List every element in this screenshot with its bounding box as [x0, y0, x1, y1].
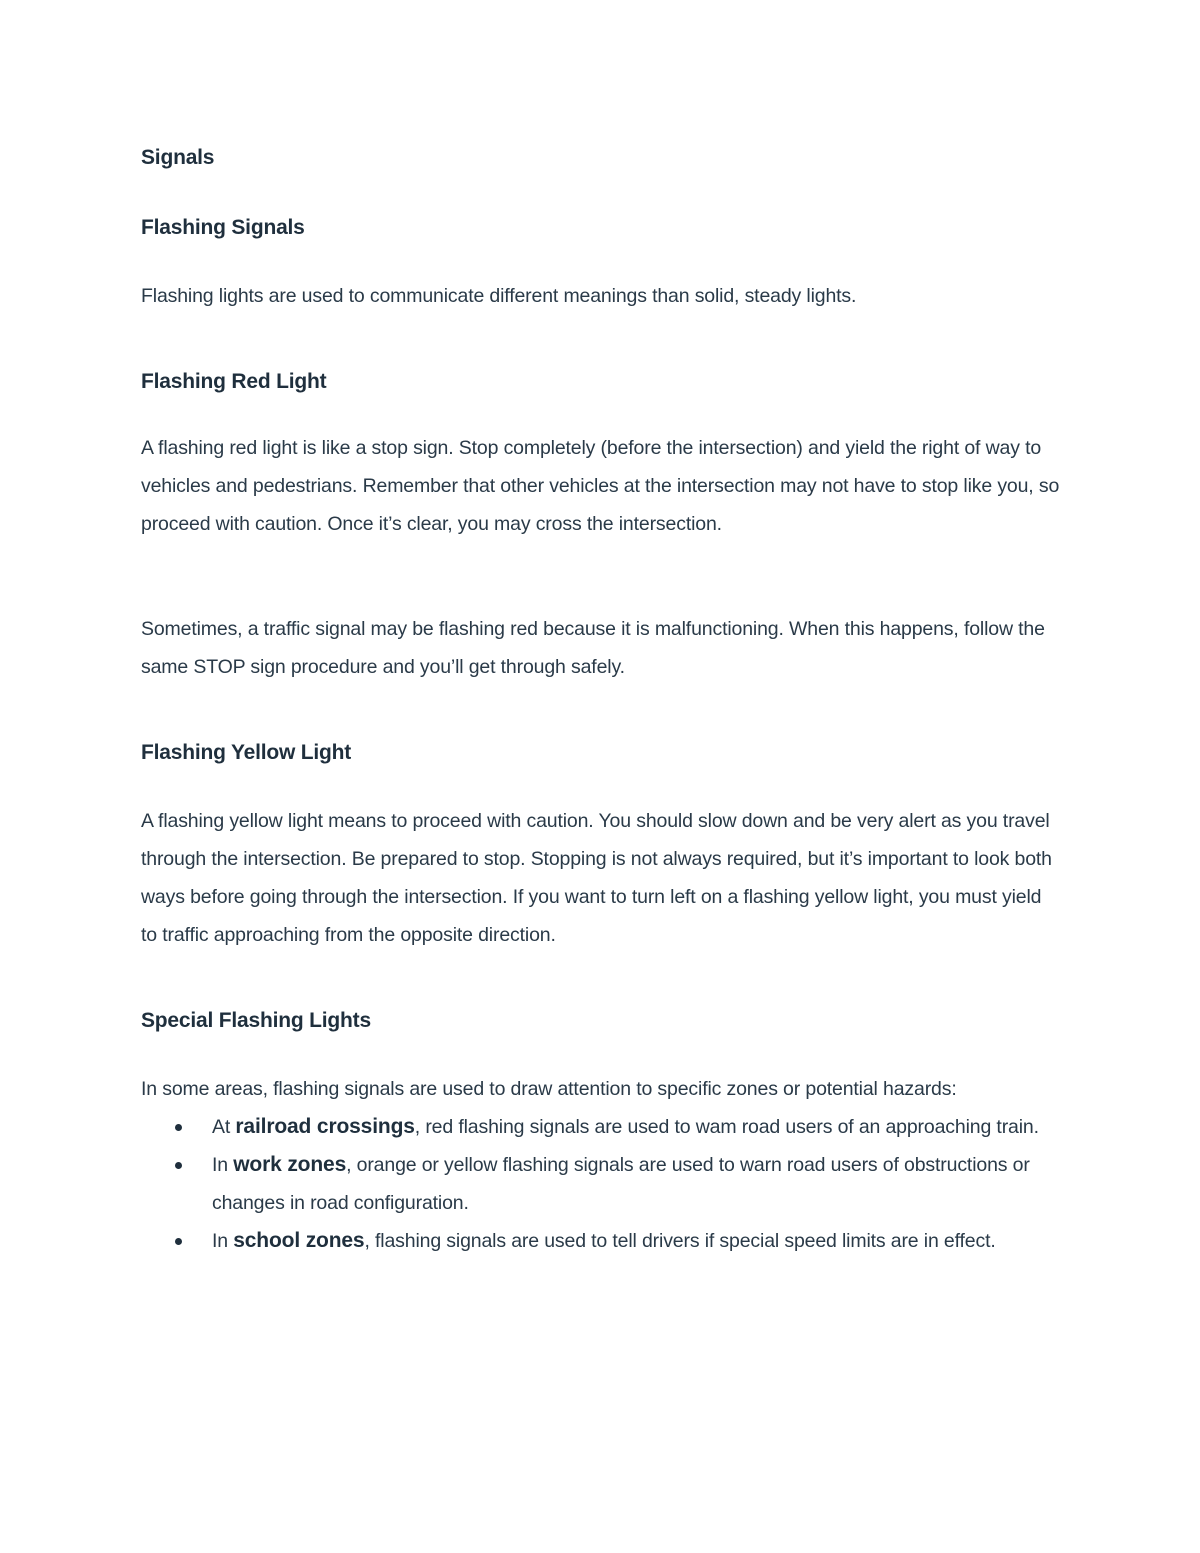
bullet-icon [175, 1124, 182, 1131]
paragraph-flashing-signals: Flashing lights are used to communicate different meanings than solid, steady lights. [141, 285, 857, 307]
list-item-text: , orange or yellow flashing signals are used to warn road users of obstructions or changes in road configuration. [212, 1154, 1030, 1214]
list-item-bold: school zones [233, 1229, 365, 1252]
heading-flashing-yellow-light: Flashing Yellow Light [141, 741, 352, 764]
heading-special-flashing-lights: Special Flashing Lights [141, 1009, 371, 1032]
list-item [141, 1108, 1061, 1146]
heading-flashing-signals: Flashing Signals [141, 216, 305, 239]
list-item-prefix: In [212, 1154, 234, 1176]
bullet-icon [175, 1162, 182, 1169]
special-flashing-list [141, 1108, 1061, 1260]
list-item-text: , flashing signals are used to tell drivers if special speed limits are in effect. [364, 1230, 996, 1252]
paragraph-flashing-red-1: A flashing red light is like a stop sign. Stop completely (before the intersection) and yield the right of way to vehicles and pedestrians. Remember that other vehicles at the intersection may not have to stop like you, so proceed with caution. Once it’s clear, you may cross the intersection. [141, 437, 1060, 535]
paragraph-flashing-red-2: Sometimes, a traffic signal may be flashing red because it is malfunctioning. When this happens, follow the same STOP sign procedure and you’ll get through safely. [141, 618, 1045, 678]
list-item-text: , red flashing signals are used to wam road users of an approaching train. [414, 1116, 1039, 1138]
list-item-prefix: At [212, 1116, 236, 1138]
bullet-icon [175, 1238, 182, 1245]
heading-flashing-red-light: Flashing Red Light [141, 370, 327, 393]
paragraph-special-flashing-intro: In some areas, flashing signals are used to draw attention to specific zones or potential hazards: [141, 1078, 957, 1100]
list-item-bold: railroad crossings [235, 1115, 415, 1138]
paragraph-flashing-yellow: A flashing yellow light means to proceed with caution. You should slow down and be very alert as you travel through the intersection. Be prepared to stop. Stopping is not always required, but it’s important to look both ways before going through the intersection. If you want to turn left on a flashing yellow light, you must yield to traffic approaching from the opposite direction. [141, 810, 1052, 946]
list-item-bold: work zones [233, 1153, 347, 1176]
document-title: Signals [141, 146, 215, 169]
list-item [141, 1146, 1061, 1222]
list-item-prefix: In [212, 1230, 234, 1252]
list-item [141, 1222, 1061, 1260]
